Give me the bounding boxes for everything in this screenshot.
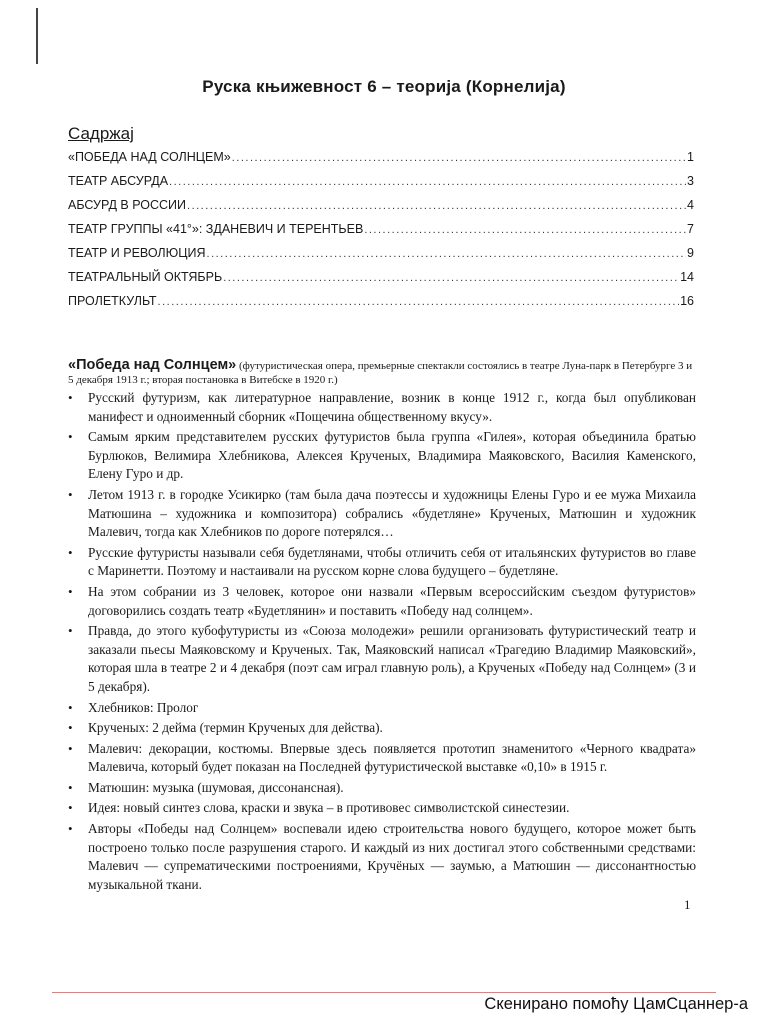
toc-entry-page: 9 <box>687 246 694 260</box>
bullet-text: Русский футуризм, как литературное направление, возник в конце 1912 г., когда был опубликован манифест и одноименный сборник «Пощечина общественному вкусу». <box>88 390 696 424</box>
toc-entry-page: 1 <box>687 150 694 164</box>
toc-entry-page: 16 <box>680 294 694 308</box>
document-title: Руска књижевност 6 – теорија (Корнелија) <box>202 77 566 96</box>
bullet-item <box>68 622 696 696</box>
toc-dot-leader <box>158 296 680 308</box>
bullet-icon: • <box>68 390 73 405</box>
section-pobeda <box>68 358 696 896</box>
bullet-icon: • <box>68 623 73 639</box>
toc-heading: Садржај <box>68 124 134 143</box>
bullet-item <box>68 583 696 620</box>
bullet-text: Авторы «Победы над Солнцем» воспевали идею строительства нового будущего, которое может быть построено только после разрушения старого. И каждый из них достигал этого собственными средствами: Малевич — супрематическими построениями, Кручёных — заумью, а Матюшин — диссонантностью музыкальной ткани. <box>88 821 696 892</box>
bullet-text: Русские футуристы называли себя будетлянами, чтобы отличить себя от итальянских футуристов во главе с Маринетти. Поэтому и настаивали на русском корне слова будущего – будетляне. <box>88 544 696 579</box>
toc-dot-leader <box>169 176 686 188</box>
toc-entry[interactable] <box>68 198 694 222</box>
bullet-icon: • <box>68 800 73 816</box>
bullet-item <box>68 389 696 426</box>
bullet-text: Малевич: декорации, костюмы. Впервые здесь появляется прототип знаменитого «Черного квадрата» Малевича, который будет показан на Последней футуристической выставке «0,10» в 1915 г. <box>88 740 696 775</box>
bullet-text: Матюшин: музыка (шумовая, диссонансная). <box>88 779 344 795</box>
page-number: 1 <box>684 897 691 912</box>
toc-entry[interactable] <box>68 246 694 270</box>
bullet-text: Летом 1913 г. в городке Усикирко (там была дача поэтессы и художницы Елены Гуро и ее мужа Михаила Матюшина – художника и композитора) собрались «будетляне» Крученых, Матюшин и художник Малевич, тогда как Хлебников по дороге потерялся… <box>88 486 696 540</box>
toc-entry[interactable] <box>68 174 694 198</box>
bullet-icon: • <box>68 429 73 445</box>
toc-entry-label: ТЕАТРАЛЬНЫЙ ОКТЯБРЬ <box>68 270 223 284</box>
bullet-item <box>68 740 696 777</box>
toc-entry-label: ТЕАТР АБСУРДА <box>68 174 169 188</box>
section-header <box>68 358 696 387</box>
bullet-item <box>68 486 696 542</box>
bullet-text: На этом собрании из 3 человек, которое они назвали «Первым всероссийским съездом футуристов» договорились создать театр «Будетлянин» и поставить «Победу над солнцем». <box>88 583 696 618</box>
toc-dot-leader <box>232 152 686 164</box>
toc-entry-page: 14 <box>680 270 694 284</box>
bullet-icon: • <box>68 821 73 837</box>
toc-entry[interactable] <box>68 270 694 294</box>
bullet-text: Правда, до этого кубофутуристы из «Союза молодежи» решили организовать футуристический театр и заказали пьесы Маяковскому и Крученых. Так, Маяковский написал «Трагедию Владимир Маяковский», которая шла в театре 2 и 4 декабря (поэт сам играл главную роль), а Крученых «Победу над Солнцем» (3 и 5 декабря). <box>88 623 696 694</box>
bullet-icon: • <box>68 720 73 736</box>
bullet-item <box>68 820 696 894</box>
toc-entry-label: АБСУРД В РОССИИ <box>68 198 187 212</box>
bullet-item <box>68 719 696 738</box>
bullet-item <box>68 779 696 798</box>
toc-entry-page: 4 <box>687 198 694 212</box>
scanner-watermark: Скенирано помоћу ЦамСцаннер-а <box>478 993 754 1016</box>
table-of-contents <box>68 150 694 318</box>
bullet-item <box>68 428 696 484</box>
bullet-list <box>68 389 696 894</box>
bullet-icon: • <box>68 583 73 599</box>
bullet-text: Хлебников: Пролог <box>88 699 199 715</box>
toc-entry[interactable] <box>68 222 694 246</box>
toc-dot-leader <box>364 224 686 236</box>
bullet-icon: • <box>68 699 73 715</box>
toc-entry-label: ТЕАТР И РЕВОЛЮЦИЯ <box>68 246 206 260</box>
section-title: «Победа над Солнцем» <box>68 357 237 373</box>
toc-entry[interactable] <box>68 294 694 318</box>
bullet-text: Крученых: 2 дейма (термин Крученых для действа). <box>88 720 383 736</box>
section-subtitle: (футуристическая опера, премьерные спектакли состоялись в театре Луна-парк в Петербурге 3 и 5 декабря 1913 г.; вторая постановка в Витебске в 1920 г.) <box>68 360 693 386</box>
toc-dot-leader <box>187 200 686 212</box>
toc-dot-leader <box>223 272 679 284</box>
bullet-text: Идея: новый синтез слова, краски и звука – в противовес символистской синестезии. <box>88 800 570 816</box>
toc-entry-page: 7 <box>687 222 694 236</box>
bullet-item <box>68 544 696 581</box>
toc-entry-page: 3 <box>687 174 694 188</box>
bullet-icon: • <box>68 740 73 756</box>
scan-edge-mark <box>36 8 38 64</box>
bullet-icon: • <box>68 486 73 502</box>
bullet-icon: • <box>68 544 73 560</box>
toc-entry-label: ПРОЛЕТКУЛЬТ <box>68 294 157 308</box>
bullet-text: Самым ярким представителем русских футуристов была группа «Гилея», которая объединила братью Бурлюков, Велимира Хлебникова, Алексея Крученых, Владимира Маяковского, Василия Каменского, Елену Гуро и др. <box>88 429 696 482</box>
toc-dot-leader <box>207 248 687 260</box>
toc-entry-label: ТЕАТР ГРУППЫ «41°»: ЗДАНЕВИЧ И ТЕРЕНТЬЕВ <box>68 222 364 236</box>
toc-entry-label: «ПОБЕДА НАД СОЛНЦЕМ» <box>68 150 231 164</box>
bullet-icon: • <box>68 779 73 795</box>
bullet-item <box>68 799 696 818</box>
bullet-item <box>68 699 696 718</box>
toc-entry[interactable] <box>68 150 694 174</box>
